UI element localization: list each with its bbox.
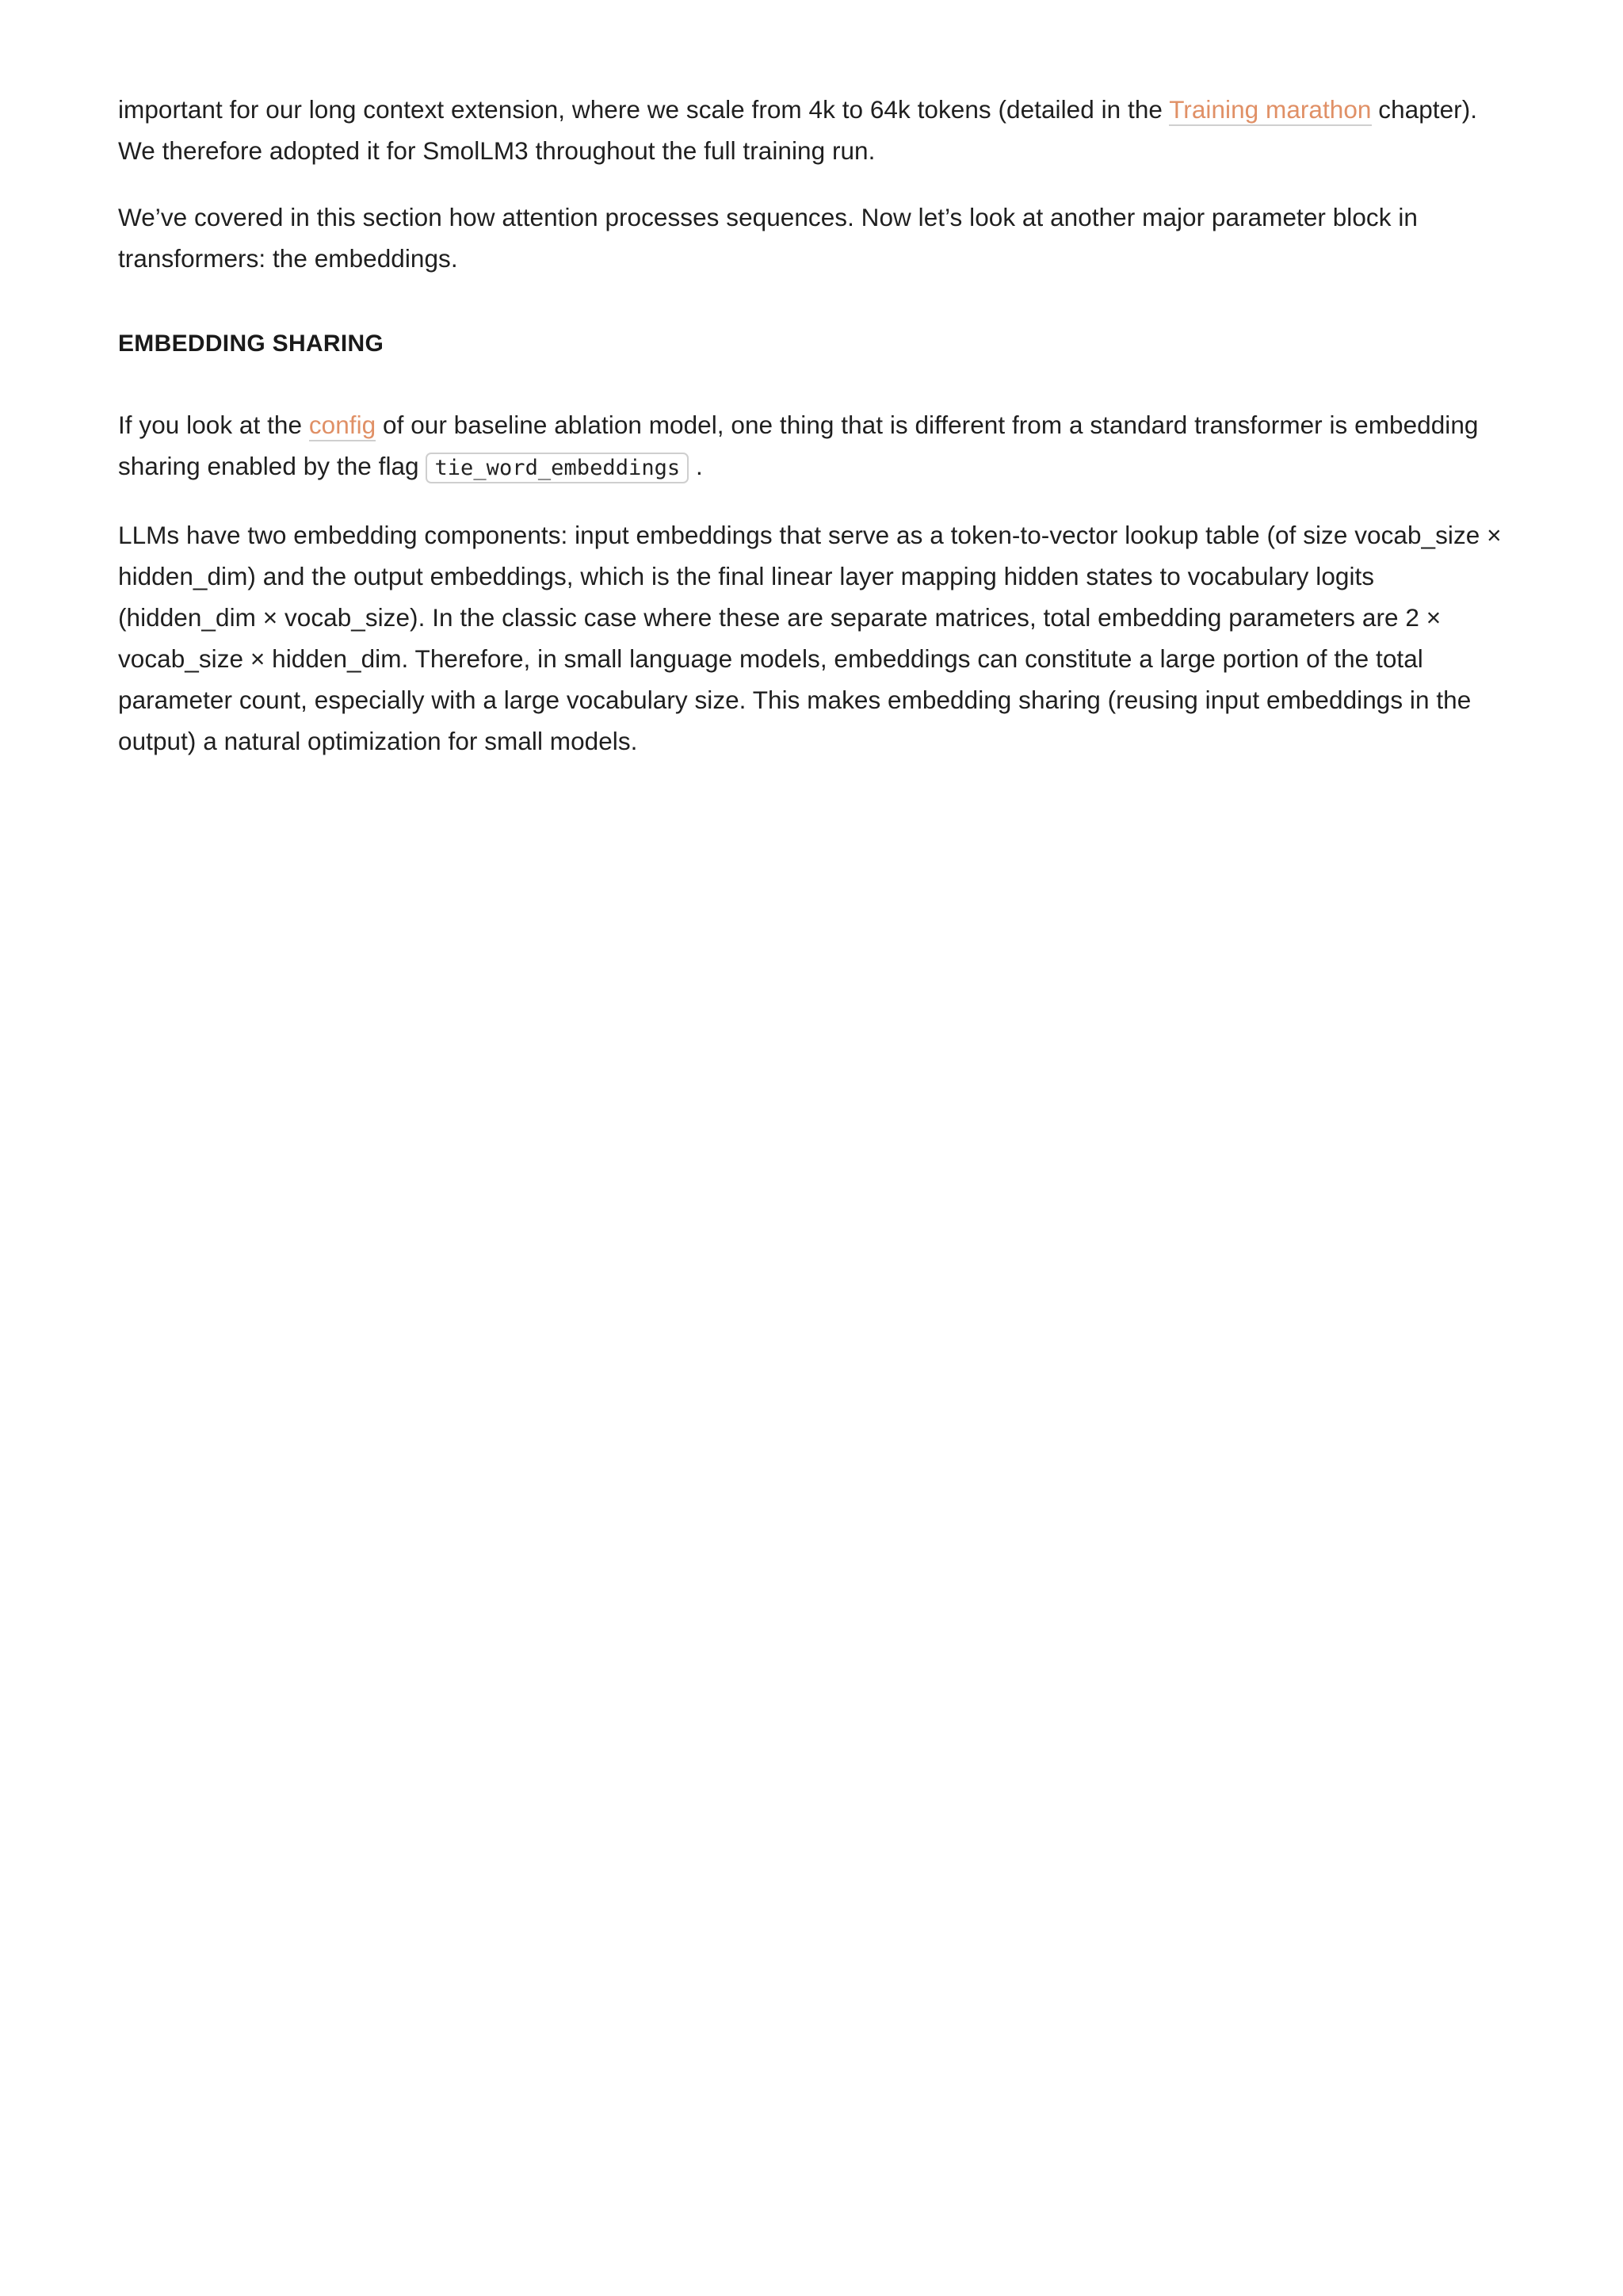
- paragraph-text: If you look at the: [118, 411, 309, 439]
- paragraph-text: .: [689, 452, 703, 480]
- paragraph-attention-summary: We’ve covered in this section how attention processes sequences. Now let’s look at another major parameter block in transformers: the embeddings.: [118, 203, 1418, 273]
- article-body: [118, 89, 1513, 762]
- config-link[interactable]: config: [309, 411, 376, 441]
- paragraph-config: [118, 404, 1513, 489]
- paragraph-text: important for our long context extension, where we scale from 4k to 64k tokens (detailed in the: [118, 95, 1170, 124]
- training-marathon-link[interactable]: Training marathon: [1169, 95, 1371, 126]
- paragraph-text: chapter). We therefore adopted it for SmolLM3 throughout the full training run.: [118, 95, 1478, 165]
- paragraph-long-context: [118, 89, 1513, 171]
- section-heading-embedding-sharing: EMBEDDING SHARING: [118, 330, 384, 357]
- paragraph-embedding-components: LLMs have two embedding components: input embeddings that serve as a token-to-vector lookup table (of size vocab_size × hidden_dim) and the output embeddings, which is the final linear layer mapping hidden states to vocabulary logits (hidden_dim × vocab_size). In the classic case where these are separate matrices, total embedding parameters are 2 × vocab_size × hidden_dim. Therefore, in small language models, embeddings can constitute a large portion of the total parameter count, especially with a large vocabulary size. This makes embedding sharing (reusing input embeddings in the output) a natural optimization for small models.: [118, 521, 1502, 755]
- paragraph-text: of our baseline ablation model, one thing that is different from a standard transformer is embedding sharing enabled by the flag: [118, 411, 1479, 480]
- code-tie-word-embeddings: tie_word_embeddings: [426, 453, 689, 483]
